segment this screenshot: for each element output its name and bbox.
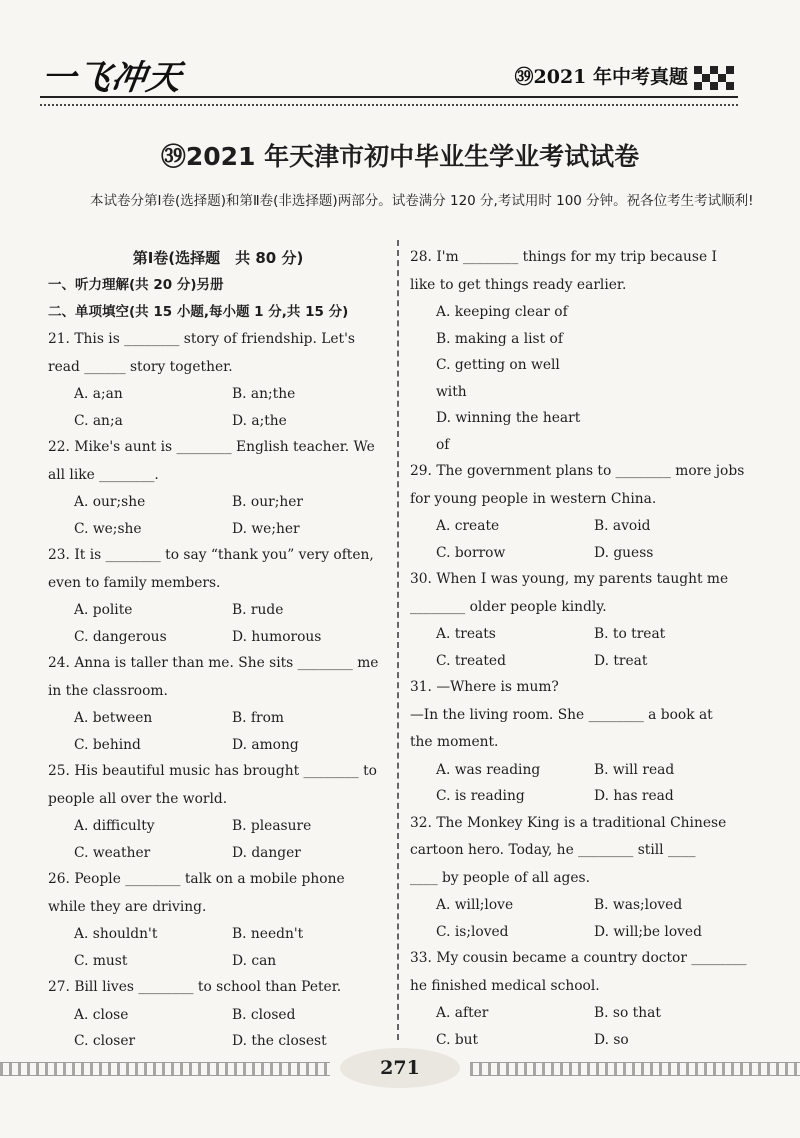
answer-option: A. create xyxy=(436,518,500,534)
left-column xyxy=(48,244,388,1055)
answer-option: A. treats xyxy=(436,626,496,642)
answer-option: B. will read xyxy=(594,761,675,778)
right-question-list xyxy=(410,244,760,1053)
option-row xyxy=(48,840,388,867)
answer-option: D. a;the xyxy=(232,412,287,429)
answer-option: A. was reading xyxy=(436,761,541,778)
answer-option: D. danger xyxy=(232,844,301,861)
answer-option: C. is reading xyxy=(436,788,525,804)
question-item xyxy=(48,758,388,866)
question-item xyxy=(410,244,760,458)
option-row xyxy=(48,1002,388,1029)
option-row xyxy=(48,921,388,948)
question-text: 21. This is ________ story of friendship. Let's xyxy=(48,331,355,347)
footer-border-left xyxy=(0,1062,330,1076)
section-heading: 第Ⅰ卷(选择题 共 80 分) xyxy=(132,249,304,267)
answer-option: C. weather xyxy=(74,844,151,861)
page-number: 271 xyxy=(340,1048,460,1088)
option-row xyxy=(410,621,760,648)
question-text: like to get things ready earlier. xyxy=(410,276,627,293)
answer-option: D. will;be loved xyxy=(594,923,702,940)
option-row xyxy=(410,513,760,540)
question-item xyxy=(410,566,760,674)
answer-option: C. must xyxy=(74,952,128,969)
right-column xyxy=(410,244,760,1053)
option-row xyxy=(48,597,388,624)
question-text: people all over the world. xyxy=(48,790,228,807)
answer-option: B. our;her xyxy=(232,494,303,510)
question-text: while they are driving. xyxy=(48,898,207,915)
option-row xyxy=(48,732,388,759)
answer-option: B. closed xyxy=(232,1006,296,1023)
question-text: 33. My cousin became a country doctor ________ xyxy=(410,950,747,966)
answer-option: B. to treat xyxy=(594,626,666,642)
question-text: —In the living room. She ________ a book at xyxy=(410,706,713,723)
intro-paragraph: 本试卷分第Ⅰ卷(选择题)和第Ⅱ卷(非选择题)两部分。试卷满分 120 分,考试用时 100 分钟。祝各位考生考试顺利! xyxy=(90,193,754,209)
question-text: all like ________. xyxy=(48,466,159,483)
answer-option: B. from xyxy=(232,710,285,726)
part-two-heading: 二、单项填空(共 15 小题,每小题 1 分,共 15 分) xyxy=(48,304,349,320)
page-header xyxy=(0,0,800,110)
answer-option: B. avoid xyxy=(594,518,651,534)
option-row xyxy=(410,405,760,458)
answer-option: B. making a list of xyxy=(436,330,563,347)
question-item xyxy=(48,326,388,434)
answer-option: B. an;the xyxy=(232,386,296,402)
option-row xyxy=(410,1000,760,1027)
answer-option: C. we;she xyxy=(74,520,142,537)
answer-option: C. an;a xyxy=(74,412,123,429)
answer-option: B. was;loved xyxy=(594,897,683,913)
question-item xyxy=(48,434,388,542)
question-text: the moment. xyxy=(410,734,499,750)
header-divider xyxy=(40,96,738,106)
answer-option: A. will;love xyxy=(436,897,514,913)
answer-option: C. but xyxy=(436,1031,479,1048)
answer-option: A. difficulty xyxy=(74,818,155,834)
answer-option: D. humorous xyxy=(232,628,322,645)
question-text: he finished medical school. xyxy=(410,977,600,994)
question-text: 29. The government plans to ________ more jobs xyxy=(410,463,745,479)
question-text: 30. When I was young, my parents taught me xyxy=(410,571,729,587)
answer-option: D. among xyxy=(232,736,299,753)
question-text: even to family members. xyxy=(48,574,221,591)
question-text: 28. I'm ________ things for my trip because I xyxy=(410,249,717,265)
answer-option: D. so xyxy=(594,1031,629,1048)
answer-option: C. behind xyxy=(74,736,141,753)
question-text: read ______ story together. xyxy=(48,358,233,375)
option-row xyxy=(48,489,388,516)
answer-option: B. rude xyxy=(232,602,284,618)
option-row xyxy=(410,352,760,405)
answer-option: C. is;loved xyxy=(436,923,509,940)
answer-option: A. after xyxy=(436,1005,489,1021)
question-text: 24. Anna is taller than me. She sits ________ me xyxy=(48,655,379,671)
question-text: ________ older people kindly. xyxy=(410,598,607,615)
question-text: 25. His beautiful music has brought ________ to xyxy=(48,763,377,779)
answer-option: B. so that xyxy=(594,1005,661,1021)
answer-option: D. the closest xyxy=(232,1033,327,1049)
answer-option: C. closer xyxy=(74,1033,136,1049)
answer-option: D. we;her xyxy=(232,520,300,537)
question-text: 23. It is ________ to say “thank you” very often, xyxy=(48,547,374,563)
question-text: 26. People ________ talk on a mobile phone xyxy=(48,871,345,887)
question-item xyxy=(410,674,760,810)
answer-option: D. treat xyxy=(594,652,648,669)
answer-option: A. our;she xyxy=(74,494,146,510)
option-row xyxy=(410,326,760,353)
option-row xyxy=(48,381,388,408)
answer-option: C. treated xyxy=(436,652,506,669)
footer-border-right xyxy=(470,1062,800,1076)
option-row xyxy=(410,299,760,326)
option-row xyxy=(48,813,388,840)
checker-decoration-icon xyxy=(694,66,738,96)
answer-option: A. polite xyxy=(74,602,133,618)
question-text: 22. Mike's aunt is ________ English teacher. We xyxy=(48,439,375,455)
question-item xyxy=(410,945,760,1053)
option-row xyxy=(48,624,388,651)
option-row xyxy=(410,757,760,784)
question-text: cartoon hero. Today, he ________ still ____ xyxy=(410,842,696,858)
answer-option: C. getting on well with xyxy=(436,357,560,400)
question-text: ____ by people of all ages. xyxy=(410,869,591,886)
question-item xyxy=(48,866,388,974)
answer-option: A. close xyxy=(74,1006,129,1023)
question-text: in the classroom. xyxy=(48,682,168,699)
answer-option: B. needn't xyxy=(232,926,304,942)
paper-title: ㊴2021 年天津市初中毕业生学业考试试卷 xyxy=(160,142,640,171)
brand-logo: 一飞冲天 xyxy=(38,58,185,98)
answer-option: A. a;an xyxy=(74,386,123,402)
option-row xyxy=(410,540,760,567)
question-text: 32. The Monkey King is a traditional Chinese xyxy=(410,814,727,831)
option-row xyxy=(48,948,388,975)
question-text: 31. —Where is mum? xyxy=(410,679,559,695)
series-title: ㊴2021 年中考真题 xyxy=(514,66,688,88)
answer-option: D. can xyxy=(232,952,277,969)
left-question-list xyxy=(48,326,388,1055)
question-item xyxy=(410,810,760,946)
option-row xyxy=(48,408,388,435)
column-divider xyxy=(397,240,399,1040)
question-item xyxy=(48,650,388,758)
page-footer xyxy=(0,1040,800,1100)
question-text: 27. Bill lives ________ to school than Peter. xyxy=(48,979,342,995)
answer-option: C. borrow xyxy=(436,544,506,561)
option-row xyxy=(48,516,388,543)
answer-option: D. has read xyxy=(594,788,674,804)
question-item xyxy=(48,542,388,650)
answer-option: A. keeping clear of xyxy=(436,304,568,320)
part-one-heading: 一、听力理解(共 20 分)另册 xyxy=(48,277,224,293)
answer-option: A. shouldn't xyxy=(74,926,158,942)
answer-option: D. winning the heart of xyxy=(436,410,581,453)
question-item xyxy=(410,458,760,566)
option-row xyxy=(410,892,760,919)
answer-option: C. dangerous xyxy=(74,628,167,645)
answer-option: D. guess xyxy=(594,544,654,561)
answer-option: B. pleasure xyxy=(232,818,312,834)
option-row xyxy=(410,919,760,946)
question-text: for young people in western China. xyxy=(410,490,657,507)
option-row xyxy=(410,648,760,675)
option-row xyxy=(410,783,760,810)
answer-option: A. between xyxy=(74,710,153,726)
option-row xyxy=(48,705,388,732)
